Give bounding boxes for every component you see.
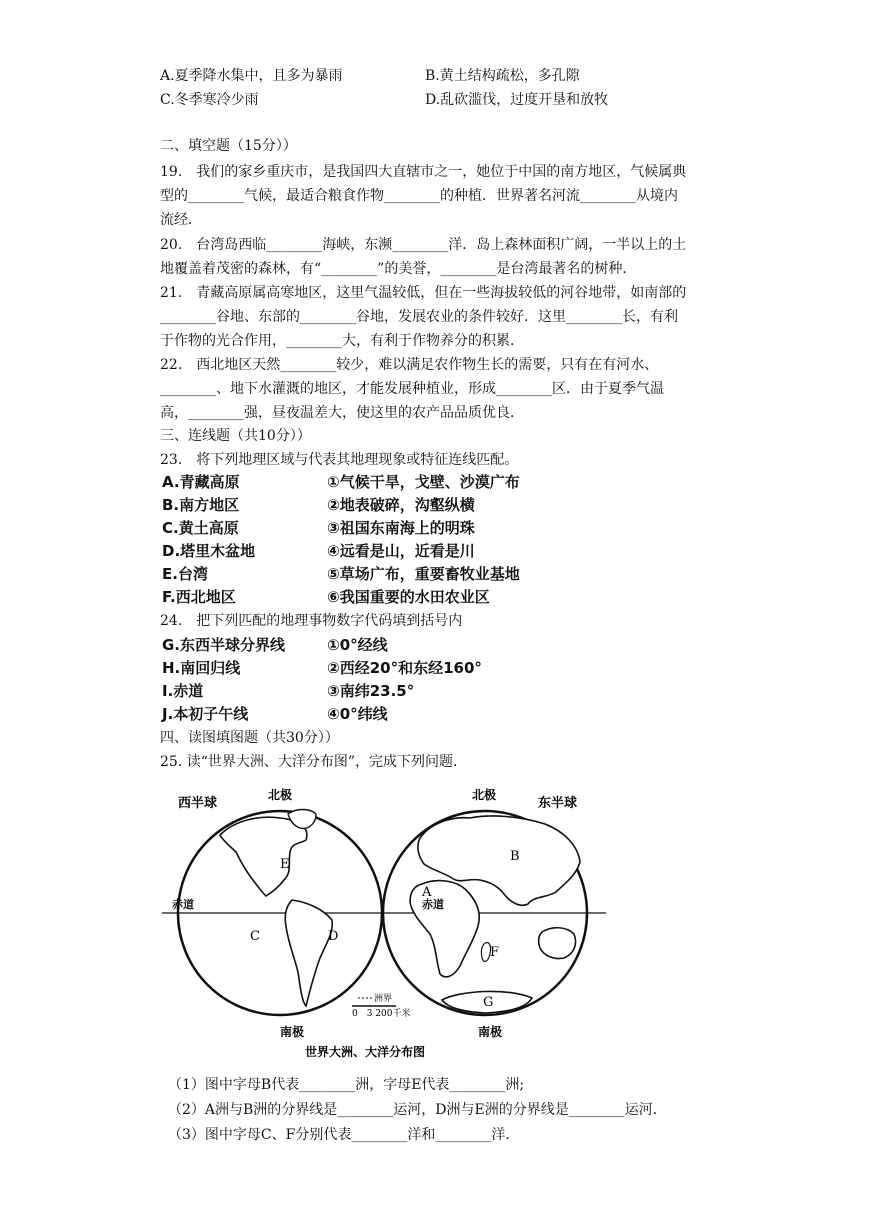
section4-heading: 四、读图填图题（共30分）） bbox=[160, 730, 339, 746]
q23-prompt: 23. 将下列地理区域与代表其地理现象或特征连线匹配。 bbox=[160, 452, 519, 468]
option-b: B.黄土结构疏松，多孔隙 bbox=[425, 68, 580, 84]
code-1: ①0°经线 bbox=[327, 636, 388, 654]
letter-g: G bbox=[483, 995, 494, 1010]
letter-a: A bbox=[422, 885, 432, 900]
letter-d: D bbox=[328, 929, 339, 944]
letter-e: E bbox=[280, 857, 290, 872]
region-d: D.塔里木盆地 bbox=[162, 542, 256, 560]
north-pole-east-label: 北极 bbox=[472, 788, 497, 802]
line-i: I.赤道 bbox=[162, 682, 204, 700]
code-4: ④0°纬线 bbox=[327, 705, 388, 723]
q22-line1: 22. 西北地区天然________较少，难以满足农作物生长的需要，只有在有河水、 bbox=[160, 357, 659, 373]
q22-line2: ________、地下水灌溉的地区，才能发展种植业，形成________区．由于夏季气温 bbox=[160, 381, 664, 397]
q20-line2: 地覆盖着茂密的森林，有“________”的美誉，________是台湾最著名的树种． bbox=[160, 261, 637, 277]
q21-line2: ________谷地、东部的________谷地，发展农业的条件较好．这里________长，有利 bbox=[160, 309, 678, 325]
equator-east-label: 赤道 bbox=[422, 898, 444, 911]
line-h: H.南回归线 bbox=[162, 659, 241, 677]
q19-line3: 流经． bbox=[160, 212, 202, 228]
feature-4: ④远看是山，近看是川 bbox=[327, 542, 475, 560]
option-d: D.乱砍滥伐，过度开垦和放牧 bbox=[425, 92, 609, 108]
scale-legend-text: 洲界 bbox=[374, 994, 393, 1004]
world-map bbox=[160, 780, 610, 1070]
q24-prompt: 24. 把下列匹配的地理事物数字代码填到括号内 bbox=[160, 613, 463, 629]
north-pole-west-label: 北极 bbox=[268, 788, 293, 802]
australia-shape bbox=[539, 928, 576, 959]
scale-text: 0 3 200千米 bbox=[352, 1009, 411, 1019]
south-pole-east-label: 南极 bbox=[478, 1025, 503, 1039]
feature-3: ③祖国东南海上的明珠 bbox=[327, 519, 475, 537]
region-b: B.南方地区 bbox=[162, 496, 240, 514]
q25-sub2: （2）A洲与B洲的分界线是________运河，D洲与E洲的分界线是________运河． bbox=[168, 1102, 667, 1118]
feature-5: ⑤草场广布，重要畜牧业基地 bbox=[327, 565, 520, 583]
letter-c: C bbox=[250, 929, 260, 944]
south-pole-west-label: 南极 bbox=[280, 1025, 305, 1039]
option-a: A.夏季降水集中，且多为暴雨 bbox=[160, 68, 343, 84]
line-g: G.东西半球分界线 bbox=[162, 636, 286, 654]
code-2: ②西经20°和东经160° bbox=[327, 659, 482, 677]
region-c: C.黄土高原 bbox=[162, 519, 239, 537]
equator-west-label: 赤道 bbox=[172, 898, 194, 911]
feature-6: ⑥我国重要的水田农业区 bbox=[327, 588, 490, 606]
q25-sub1: （1）图中字母B代表________洲，字母E代表________洲; bbox=[168, 1077, 525, 1093]
feature-2: ②地表破碎，沟壑纵横 bbox=[327, 496, 475, 514]
line-j: J.本初子午线 bbox=[162, 705, 249, 723]
letter-f: F bbox=[490, 945, 500, 960]
section2-heading: 二、填空题（15分）） bbox=[160, 138, 297, 154]
q20-line1: 20. 台湾岛西临________海峡，东濒________洋．岛上森林面积广阔，一半以上的土 bbox=[160, 237, 687, 253]
code-3: ③南纬23.5° bbox=[327, 682, 415, 700]
east-hemisphere-label: 东半球 bbox=[538, 796, 578, 811]
option-c: C.冬季寒冷少雨 bbox=[160, 92, 259, 108]
q19-line2: 型的________气候，最适合粮食作物________的种植．世界著名河流________从境内 bbox=[160, 188, 678, 204]
region-a: A.青藏高原 bbox=[162, 473, 240, 491]
feature-1: ①气候干旱，戈壁、沙漠广布 bbox=[327, 473, 520, 491]
q21-line3: 于作物的光合作用，________大，有利于作物养分的积累． bbox=[160, 333, 524, 349]
west-hemisphere-label: 西半球 bbox=[178, 796, 218, 811]
q25-prompt: 25. 读“世界大洲、大洋分布图”，完成下列问题． bbox=[160, 754, 468, 770]
map-caption: 世界大洲、大洋分布图 bbox=[305, 1045, 426, 1059]
q21-line1: 21. 青藏高原属高寒地区，这里气温较低，但在一些海拔较低的河谷地带，如南部的 bbox=[160, 285, 687, 301]
section3-heading: 三、连线题（共10分）） bbox=[160, 428, 311, 444]
region-f: F.西北地区 bbox=[162, 588, 236, 606]
q25-sub3: （3）图中字母C、F分别代表________洋和________洋． bbox=[168, 1127, 520, 1143]
letter-b: B bbox=[510, 849, 520, 864]
q22-line3: 高，________强，昼夜温差大，使这里的农产品品质优良． bbox=[160, 405, 524, 421]
region-e: E.台湾 bbox=[162, 565, 208, 583]
q19-line1: 19. 我们的家乡重庆市，是我国四大直辖市之一，她位于中国的南方地区，气候属典 bbox=[160, 164, 687, 180]
